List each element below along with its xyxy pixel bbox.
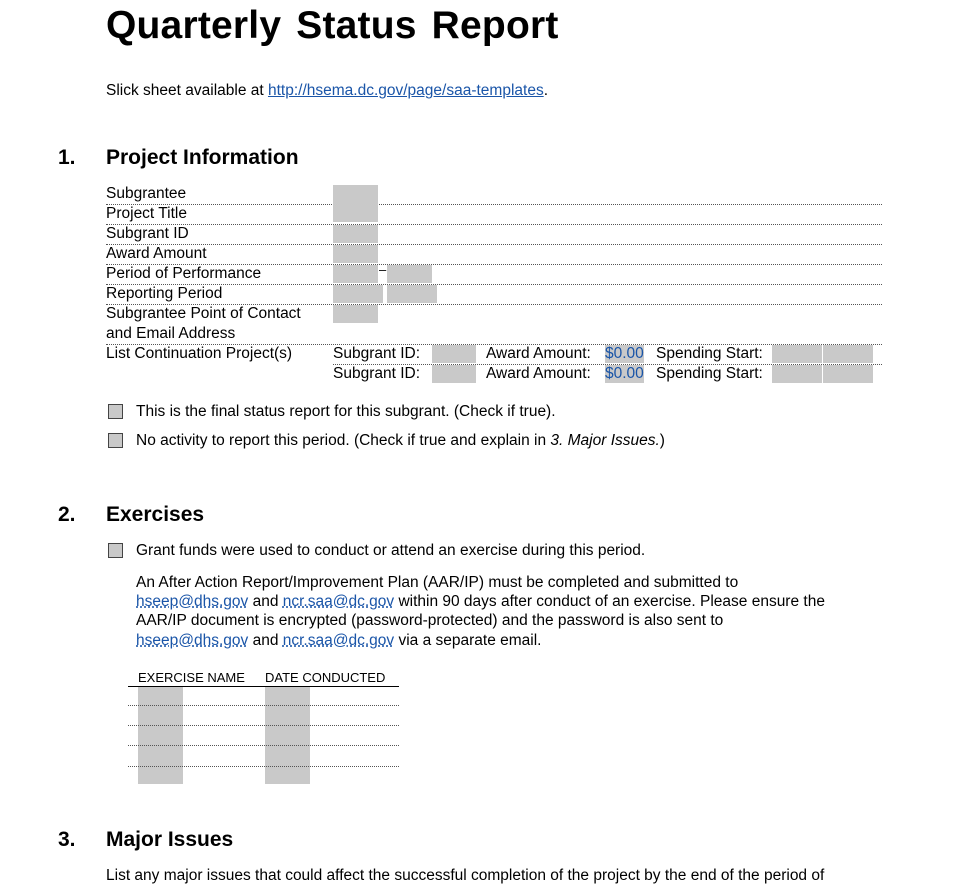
section-1-title: Project Information bbox=[106, 146, 299, 169]
major-issues-reference: 3. Major Issues. bbox=[550, 432, 660, 449]
continuation-subgrant-field[interactable] bbox=[432, 345, 476, 363]
continuation-spending-start-field[interactable] bbox=[772, 345, 822, 363]
final-report-label: This is the final status report for this subgrant. (Check if true). bbox=[136, 403, 556, 420]
date-conducted-header: DATE CONDUCTED bbox=[265, 670, 386, 685]
row-divider bbox=[106, 264, 882, 265]
section-2-number: 2. bbox=[58, 503, 76, 526]
table-row bbox=[128, 745, 399, 746]
slick-sheet-period: . bbox=[543, 82, 549, 99]
point-of-contact-field[interactable] bbox=[333, 305, 378, 323]
label-period-of-performance: Period of Performance bbox=[106, 265, 262, 282]
aar-paragraph-line-3: AAR/IP document is encrypted (password-protected) and the password is also sent to bbox=[136, 612, 724, 629]
continuation-award-value[interactable]: $0.00 bbox=[605, 345, 644, 362]
continuation-spending-end-field[interactable] bbox=[823, 345, 873, 363]
label-award-amount: Award Amount bbox=[106, 245, 207, 262]
continuation-spending-label: Spending Start: bbox=[656, 345, 763, 362]
aar-paragraph-line-2 bbox=[136, 593, 825, 611]
continuation-spending-start-field[interactable] bbox=[772, 365, 822, 383]
continuation-subgrant-field[interactable] bbox=[432, 365, 476, 383]
aar-paragraph-line-1: An After Action Report/Improvement Plan (AAR/IP) must be completed and submitted to bbox=[136, 574, 739, 591]
row-divider bbox=[106, 284, 882, 285]
exercise-name-header: EXERCISE NAME bbox=[138, 670, 245, 685]
label-project-title: Project Title bbox=[106, 205, 187, 222]
subgrantee-field[interactable] bbox=[333, 185, 378, 222]
label-reporting-period: Reporting Period bbox=[106, 285, 223, 302]
table-row bbox=[128, 705, 399, 706]
aar-deadline-text: within 90 days after conduct of an exercise. Please ensure the bbox=[394, 593, 825, 610]
label-continuation-projects: List Continuation Project(s) bbox=[106, 345, 293, 362]
date-conducted-column-field[interactable] bbox=[265, 687, 310, 784]
ncr-saa-email-link[interactable]: ncr.saa@dc.gov bbox=[282, 632, 395, 649]
hseep-email-link[interactable]: hseep@dhs.gov bbox=[136, 593, 249, 610]
no-activity-label bbox=[136, 432, 665, 450]
period-start-field[interactable] bbox=[333, 265, 378, 283]
no-activity-close: ) bbox=[659, 432, 665, 449]
exercise-check-label: Grant funds were used to conduct or attend an exercise during this period. bbox=[136, 542, 646, 559]
continuation-spending-end-field[interactable] bbox=[823, 365, 873, 383]
major-issues-text: List any major issues that could affect the successful completion of the project by the end of the period of bbox=[106, 867, 825, 884]
continuation-award-label: Award Amount: bbox=[486, 345, 591, 362]
hseep-email-link[interactable]: hseep@dhs.gov bbox=[136, 632, 249, 649]
no-activity-text: No activity to report this period. (Check if true and explain in bbox=[136, 432, 551, 449]
reporting-end-field[interactable] bbox=[387, 285, 437, 303]
label-point-of-contact: Subgrantee Point of Contact bbox=[106, 305, 301, 322]
label-email-address: and Email Address bbox=[106, 325, 236, 342]
reporting-start-field[interactable] bbox=[333, 285, 383, 303]
section-3-number: 3. bbox=[58, 828, 76, 851]
award-amount-field[interactable] bbox=[333, 245, 378, 263]
label-subgrantee: Subgrantee bbox=[106, 185, 187, 202]
continuation-award-value[interactable]: $0.00 bbox=[605, 365, 644, 382]
no-activity-checkbox[interactable] bbox=[108, 433, 123, 448]
label-subgrant-id: Subgrant ID bbox=[106, 225, 189, 242]
period-separator: – bbox=[379, 262, 387, 277]
and-text: and bbox=[248, 593, 283, 610]
and-text: and bbox=[248, 632, 283, 649]
section-3-title: Major Issues bbox=[106, 828, 234, 851]
continuation-subgrant-label: Subgrant ID: bbox=[333, 345, 421, 362]
ncr-saa-email-link[interactable]: ncr.saa@dc.gov bbox=[282, 593, 395, 610]
table-row bbox=[128, 766, 399, 767]
subgrant-id-field[interactable] bbox=[333, 225, 378, 243]
continuation-award-label: Award Amount: bbox=[486, 365, 591, 382]
period-end-field[interactable] bbox=[387, 265, 432, 283]
table-row bbox=[128, 725, 399, 726]
slick-sheet-text: Slick sheet available at bbox=[106, 82, 268, 99]
final-report-checkbox[interactable] bbox=[108, 404, 123, 419]
separate-email-text: via a separate email. bbox=[394, 632, 542, 649]
exercise-name-column-field[interactable] bbox=[138, 687, 183, 784]
document-title: Quarterly Status Report bbox=[106, 4, 559, 47]
row-divider bbox=[106, 204, 882, 205]
slick-sheet-link[interactable]: http://hsema.dc.gov/page/saa-templates bbox=[267, 82, 544, 99]
continuation-spending-label: Spending Start: bbox=[656, 365, 763, 382]
exercise-checkbox[interactable] bbox=[108, 543, 123, 558]
row-divider bbox=[106, 224, 882, 225]
continuation-subgrant-label: Subgrant ID: bbox=[333, 365, 421, 382]
slick-sheet-line bbox=[106, 82, 548, 100]
row-divider bbox=[106, 244, 882, 245]
row-divider bbox=[106, 304, 882, 305]
section-1-number: 1. bbox=[58, 146, 76, 169]
aar-paragraph-line-4 bbox=[136, 632, 541, 650]
section-2-title: Exercises bbox=[106, 503, 205, 526]
